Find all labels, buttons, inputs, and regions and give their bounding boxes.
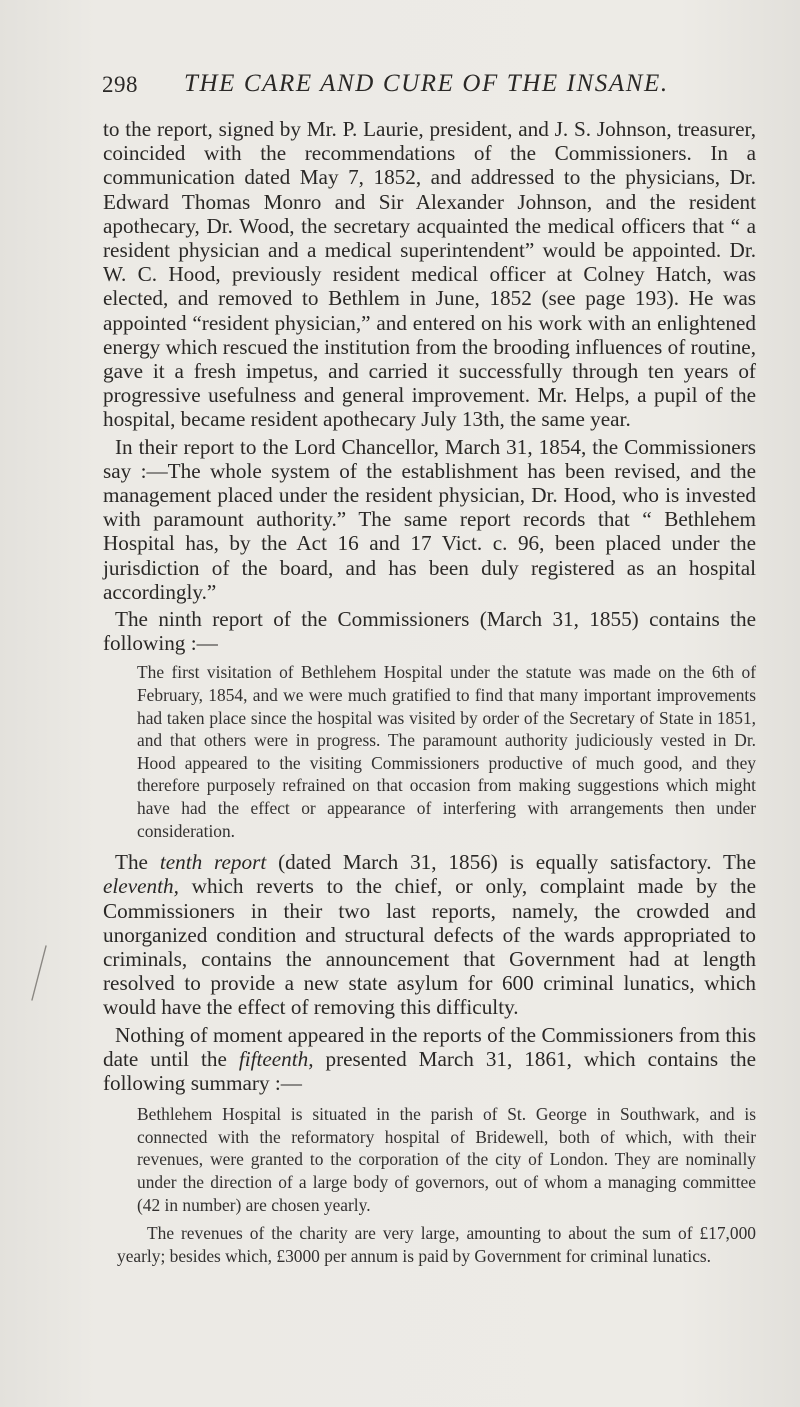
paragraph-4-italic-b: eleventh, — [103, 874, 179, 899]
running-title: THE CARE AND CURE OF THE INSANE. — [184, 70, 669, 97]
page-header — [102, 66, 682, 106]
paragraph-4-text-a: The — [115, 850, 160, 875]
paragraph-4-italic-a: tenth report — [159, 850, 267, 875]
paragraph-3: The ninth report of the Commissioners (March 31, 1855) contains the following :— — [103, 607, 756, 656]
block-quote-2: Bethlehem Hospital is situated in the parish of St. George in Southwark, and is connected with the reformatory hospital of Bridewell, both of which, with their revenues, were granted to the corporation of the city of London. They are nominally under the direction of a large body of governors, out of whom a managing committee (42 in number) are chosen yearly. — [137, 1104, 756, 1215]
paragraph-5-italic: fifteenth, — [238, 1046, 314, 1071]
paragraph-4 — [103, 850, 756, 1019]
paragraph-5-text-a: Nothing of moment appeared in the reports of the Commissioners from this date until the — [103, 1022, 756, 1071]
paragraph-1: to the report, signed by Mr. P. Laurie, president, and J. S. Johnson, treasurer, coincided with the recommendations of the Commissioners. In a communication dated May 7, 1852, and addressed to the physicians, Dr. Edward Thomas Monro and Sir Alexander Johnson, and the resident apothecary, Dr. Wood, the secretary acquainted the medical officers that “ a resident physician and a medical superintendent” would be appointed. Dr. W. C. Hood, previously resident medical officer at Colney Hatch, was elected, and removed to Bethlem in June, 1852 (see page 193). He was appointed “resident physician,” and entered on his work with an enlightened energy which rescued the institution from the brooding influences of routine, gave it a fresh impetus, and carried it successfully through ten years of progressive usefulness and general improvement. Mr. Helps, a pupil of the hospital, became resident apothecary July 13th, the same year. — [103, 117, 756, 432]
block-quote-3: The revenues of the charity are very large, amounting to about the sum of £17,000 yearly; besides which, £3000 per annum is paid by Government for criminal lunatics. — [117, 1223, 756, 1266]
page-text — [103, 117, 756, 1267]
paragraph-4-text-b: (dated March 31, 1856) is equally satisfactory. The — [266, 850, 756, 875]
page-number: 298 — [102, 72, 138, 97]
paragraph-4-text-c: which reverts to the chief, or only, complaint made by the Commissioners in their two last reports, namely, the crowded and unorganized condition and structural defects of the wards appropriated to criminals, contains the announcement that Government had at length resolved to provide a new state asylum for 600 criminal lunatics, which would have the effect of removing this difficulty. — [103, 874, 756, 1020]
paragraph-2: In their report to the Lord Chancellor, March 31, 1854, the Commissioners say :—The whole system of the establishment has been revised, and the management placed under the resident physician, Dr. Hood, who is invested with paramount authority.” The same report records that “ Bethlehem Hospital has, by the Act 16 and 17 Vict. c. 96, been placed under the jurisdiction of the board, and has been duly registered as an hospital accordingly.” — [103, 434, 756, 604]
margin-pencil-mark — [26, 944, 56, 1004]
paragraph-5-text-b: presented March 31, 1861, which contains the following summary :— — [103, 1046, 756, 1096]
block-quote-1: The first visitation of Bethlehem Hospital under the statute was made on the 6th of February, 1854, and we were much gratified to find that many important improvements had taken place since the hospital was visited by order of the Secretary of State in 1851, and that others were in progress. The paramount authority judiciously vested in Dr. Hood appeared to the visiting Commissioners productive of much good, and they therefore purposely refrained on that occasion from making suggestions which might have had the effect or appearance of interfering with arrangements then under consideration. — [137, 662, 756, 841]
paragraph-5 — [103, 1023, 756, 1096]
